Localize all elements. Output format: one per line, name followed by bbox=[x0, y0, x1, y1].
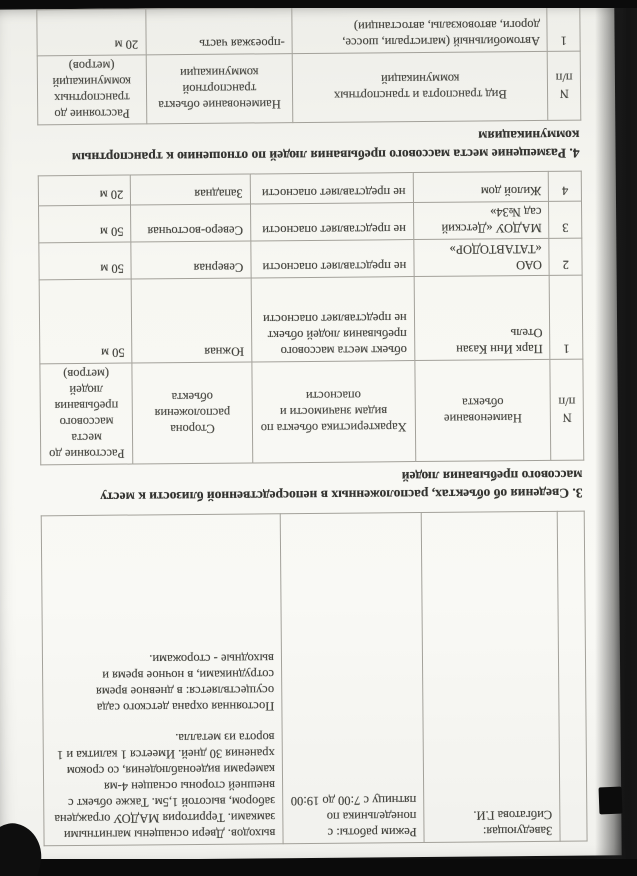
empty-cell bbox=[557, 511, 587, 841]
row-num: 1 bbox=[550, 275, 583, 359]
scanner-edge-shadow bbox=[595, 0, 637, 876]
col-header-character: Характеристика объекта по видам значимости и опасности bbox=[252, 360, 416, 462]
section4-heading: 4. Размещение места массового пребывания людей по отношению к транспортным коммуникациям bbox=[71, 127, 580, 165]
object-character: не представляет опасности bbox=[251, 239, 414, 277]
col-header-distance: Расстояние до места массового пребывания людей (метров) bbox=[40, 363, 133, 465]
object-side: Северо-восточная bbox=[131, 204, 251, 242]
col-header-num: N п/п bbox=[550, 359, 583, 460]
object-side: Западная bbox=[131, 174, 251, 205]
head-of-org-cell: Заведующая: Сибгатова Г.И. bbox=[421, 511, 560, 842]
object-distance: 50 м bbox=[39, 279, 132, 364]
table-row bbox=[39, 275, 583, 364]
transport-communications-table bbox=[36, 4, 581, 125]
security-paragraph-1: выходов. Двери оснащены магнитными замками. Территория МАДОУ ограждена забором, высотой 1,5м. Также объект с внешней стороны оснащен 4-мя камерами видеонаблюдения, со сроком хранения 30 дней. Имеется 1 калитка и 1 ворота из металла. bbox=[54, 730, 276, 843]
table-header-row bbox=[40, 359, 584, 465]
page-content bbox=[0, 4, 622, 860]
security-paragraph-2: Постоянная охрана детского сада осуществляется: в дневное время сотрудниками, в ночное время и выходные - сторожами. bbox=[96, 651, 275, 715]
object-character: не представляет опасности bbox=[250, 172, 413, 203]
work-hours-cell: Режим работы: с понедельника по пятницу с 7:00 до 19:00 bbox=[280, 512, 424, 843]
document-page bbox=[0, 4, 622, 860]
col-header-distance: Расстояние до транспортных коммуникаций (метров) bbox=[37, 55, 146, 125]
scan-artifact-mark bbox=[599, 787, 623, 815]
object-distance: 20 м bbox=[38, 175, 131, 206]
col-header-name: Наименование объекта bbox=[415, 359, 552, 461]
transport-object-name: -проезжая часть bbox=[145, 7, 292, 54]
transport-distance: 20 м bbox=[37, 9, 146, 56]
row-num: 2 bbox=[549, 238, 582, 275]
col-header-object-name: Наименование объекта транспортной коммуникации bbox=[146, 53, 293, 123]
security-notes-cell bbox=[41, 514, 283, 846]
transport-type: Автомобильный (магистрали, шоссе, дороги, автовокзалы, автостанции) bbox=[292, 5, 548, 53]
table-row bbox=[39, 238, 582, 280]
object-side: Северная bbox=[131, 241, 251, 279]
object-name: Парк Инн Казан Отель bbox=[414, 275, 550, 360]
table-row bbox=[41, 511, 587, 846]
object-side: Южная bbox=[131, 278, 251, 363]
row-num: 4 bbox=[549, 171, 582, 201]
section3-heading: 3. Сведения об объектах, расположенных в непосредственной близости к месту массового пребывания людей bbox=[100, 468, 583, 505]
table-header-row bbox=[37, 51, 581, 125]
col-header-transport-type: Вид транспорта и транспортных коммуникаций bbox=[292, 51, 548, 122]
object-character: объект места массового пребывания людей объект не представляет опасности bbox=[251, 276, 415, 361]
nearby-objects-table bbox=[38, 170, 585, 465]
object-name: Жилой дом bbox=[413, 171, 549, 202]
object-name: МАДОУ «Детский сад №34» bbox=[413, 201, 549, 239]
col-header-num: N п/п bbox=[548, 51, 581, 120]
object-distance: 50 м bbox=[39, 242, 132, 280]
object-name: ОАО «ТАТАВТОДОР» bbox=[413, 238, 549, 276]
table-row bbox=[39, 201, 582, 243]
row-num: 1 bbox=[547, 5, 580, 51]
object-character: не представляет опасности bbox=[250, 202, 413, 240]
table-row bbox=[37, 5, 580, 56]
table-row bbox=[38, 171, 581, 206]
row-num: 3 bbox=[549, 201, 582, 238]
object-distance: 50 м bbox=[39, 205, 132, 243]
continuation-table bbox=[41, 511, 588, 847]
col-header-side: Сторона расположения объекта bbox=[132, 362, 252, 464]
scanner-edge-top bbox=[0, 0, 637, 8]
scanner-edge-bottom bbox=[0, 859, 637, 876]
